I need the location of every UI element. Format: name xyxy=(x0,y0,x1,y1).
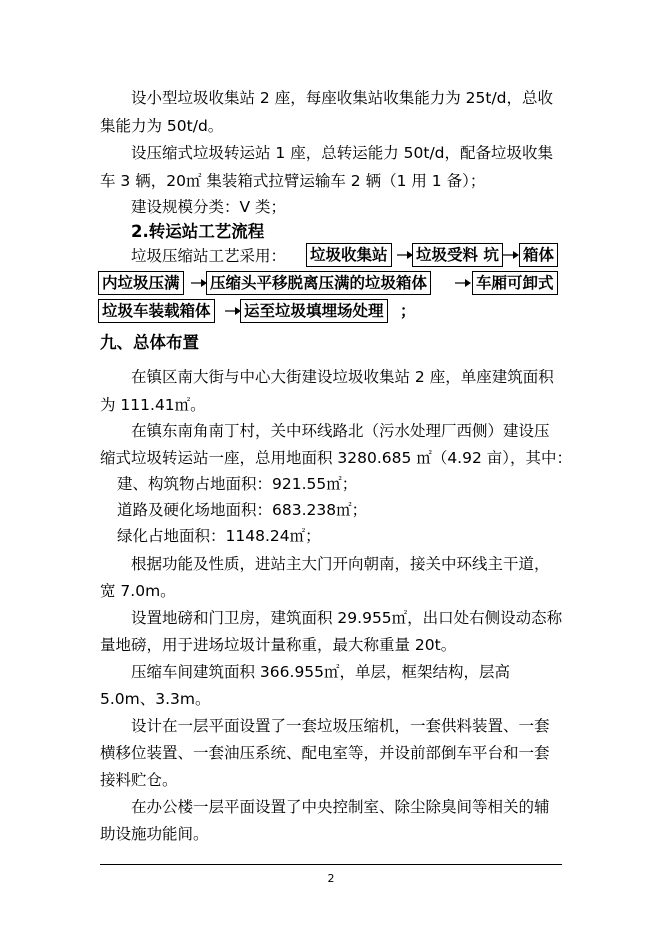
paragraph-office-line1: 在办公楼一层平面设置了中央控制室、除尘除臭间等相关的辅 xyxy=(131,798,550,816)
flow-step-container-part1: 箱体 xyxy=(519,243,558,267)
flow-step-landfill: 运至垃圾填埋场处理 xyxy=(240,299,388,323)
flow-arrow-icon xyxy=(225,305,241,317)
flow-arrow-icon xyxy=(503,249,519,261)
paragraph-collection-stations-line1: 设小型垃圾收集站 2 座，每座收集站收集能力为 25t/d，总收 xyxy=(131,89,554,107)
flow-row-2 xyxy=(0,271,662,295)
heading-process-flow: 2.转运站工艺流程 xyxy=(131,222,265,241)
paragraph-equipment-line2: 横移位装置、一套油压系统、配电室等，并设前部倒车平台和一套 xyxy=(100,744,550,762)
flow-step-receiving-pit: 垃圾受料 坑 xyxy=(412,243,503,267)
flow-row-3 xyxy=(0,299,662,323)
flow-step-container-part2: 内垃圾压满 xyxy=(98,271,184,295)
flow-arrow-icon xyxy=(191,277,207,289)
paragraph-weighbridge-line2: 量地磅，用于进场垃圾计量称重，最大称重量 20t。 xyxy=(100,636,457,654)
paragraph-transfer-station-line1: 设压缩式垃圾转运站 1 座，总转运能力 50t/d，配备垃圾收集 xyxy=(131,144,554,162)
flow-row-1 xyxy=(0,243,662,267)
paragraph-weighbridge-line1: 设置地磅和门卫房，建筑面积 29.955㎡，出口处右侧设动态称 xyxy=(131,609,563,627)
paragraph-green-area: 绿化占地面积：1148.24㎡； xyxy=(117,527,321,545)
flow-step-collection-station: 垃圾收集站 xyxy=(306,243,392,267)
flow-end-punct: ； xyxy=(400,302,416,320)
paragraph-transfer-site-line1: 在镇东南角南丁村，关中环线路北（污水处理厂西侧）建设压 xyxy=(131,422,550,440)
paragraph-office-line2: 助设施功能间。 xyxy=(100,825,209,843)
paragraph-compress-hall-line1: 压缩车间建筑面积 366.955㎡，单层，框架结构，层高 xyxy=(131,663,511,681)
paragraph-compress-hall-line2: 5.0m、3.3m。 xyxy=(100,690,211,708)
paragraph-transfer-station-line2: 车 3 辆，20㎡ 集装箱式拉臂运输车 2 辆（1 用 1 备）； xyxy=(100,172,486,190)
paragraph-gate-line2: 宽 7.0m。 xyxy=(100,582,176,600)
paragraph-scale-class: 建设规模分类：V 类； xyxy=(131,198,287,216)
paragraph-building-area: 建、构筑物占地面积：921.55㎡； xyxy=(117,475,358,493)
paragraph-equipment-line3: 接料贮仓。 xyxy=(100,771,178,789)
paragraph-equipment-line1: 设计在一层平面设置了一套垃圾压缩机，一套供料装置、一套 xyxy=(131,717,550,735)
flow-arrow-icon xyxy=(397,249,413,261)
paragraph-process-intro: 垃圾压缩站工艺采用： xyxy=(131,247,287,265)
paragraph-gate-line1: 根据功能及性质，进站主大门开向朝南，接关中环线主干道， xyxy=(131,555,550,573)
page-number: 2 xyxy=(327,872,335,885)
heading-general-layout: 九、总体布置 xyxy=(100,333,199,352)
flow-step-detachable-truck-part2: 垃圾车装载箱体 xyxy=(98,299,215,323)
paragraph-transfer-site-line2: 缩式垃圾转运站一座，总用地面积 3280.685 ㎡（4.92 亩），其中： xyxy=(100,449,573,467)
paragraph-collection-site-line1: 在镇区南大街与中心大街建设垃圾收集站 2 座，单座建筑面积 xyxy=(131,368,554,386)
flow-arrow-icon xyxy=(455,277,471,289)
footer-divider xyxy=(100,864,562,865)
paragraph-road-area: 道路及硬化场地面积：683.238㎡； xyxy=(117,501,368,519)
paragraph-collection-site-line2: 为 111.41㎡。 xyxy=(100,396,206,414)
flow-step-compress-head: 压缩头平移脱离压满的垃圾箱体 xyxy=(206,271,431,295)
flow-step-detachable-truck-part1: 车厢可卸式 xyxy=(472,271,558,295)
paragraph-collection-stations-line2: 集能力为 50t/d。 xyxy=(100,117,224,135)
